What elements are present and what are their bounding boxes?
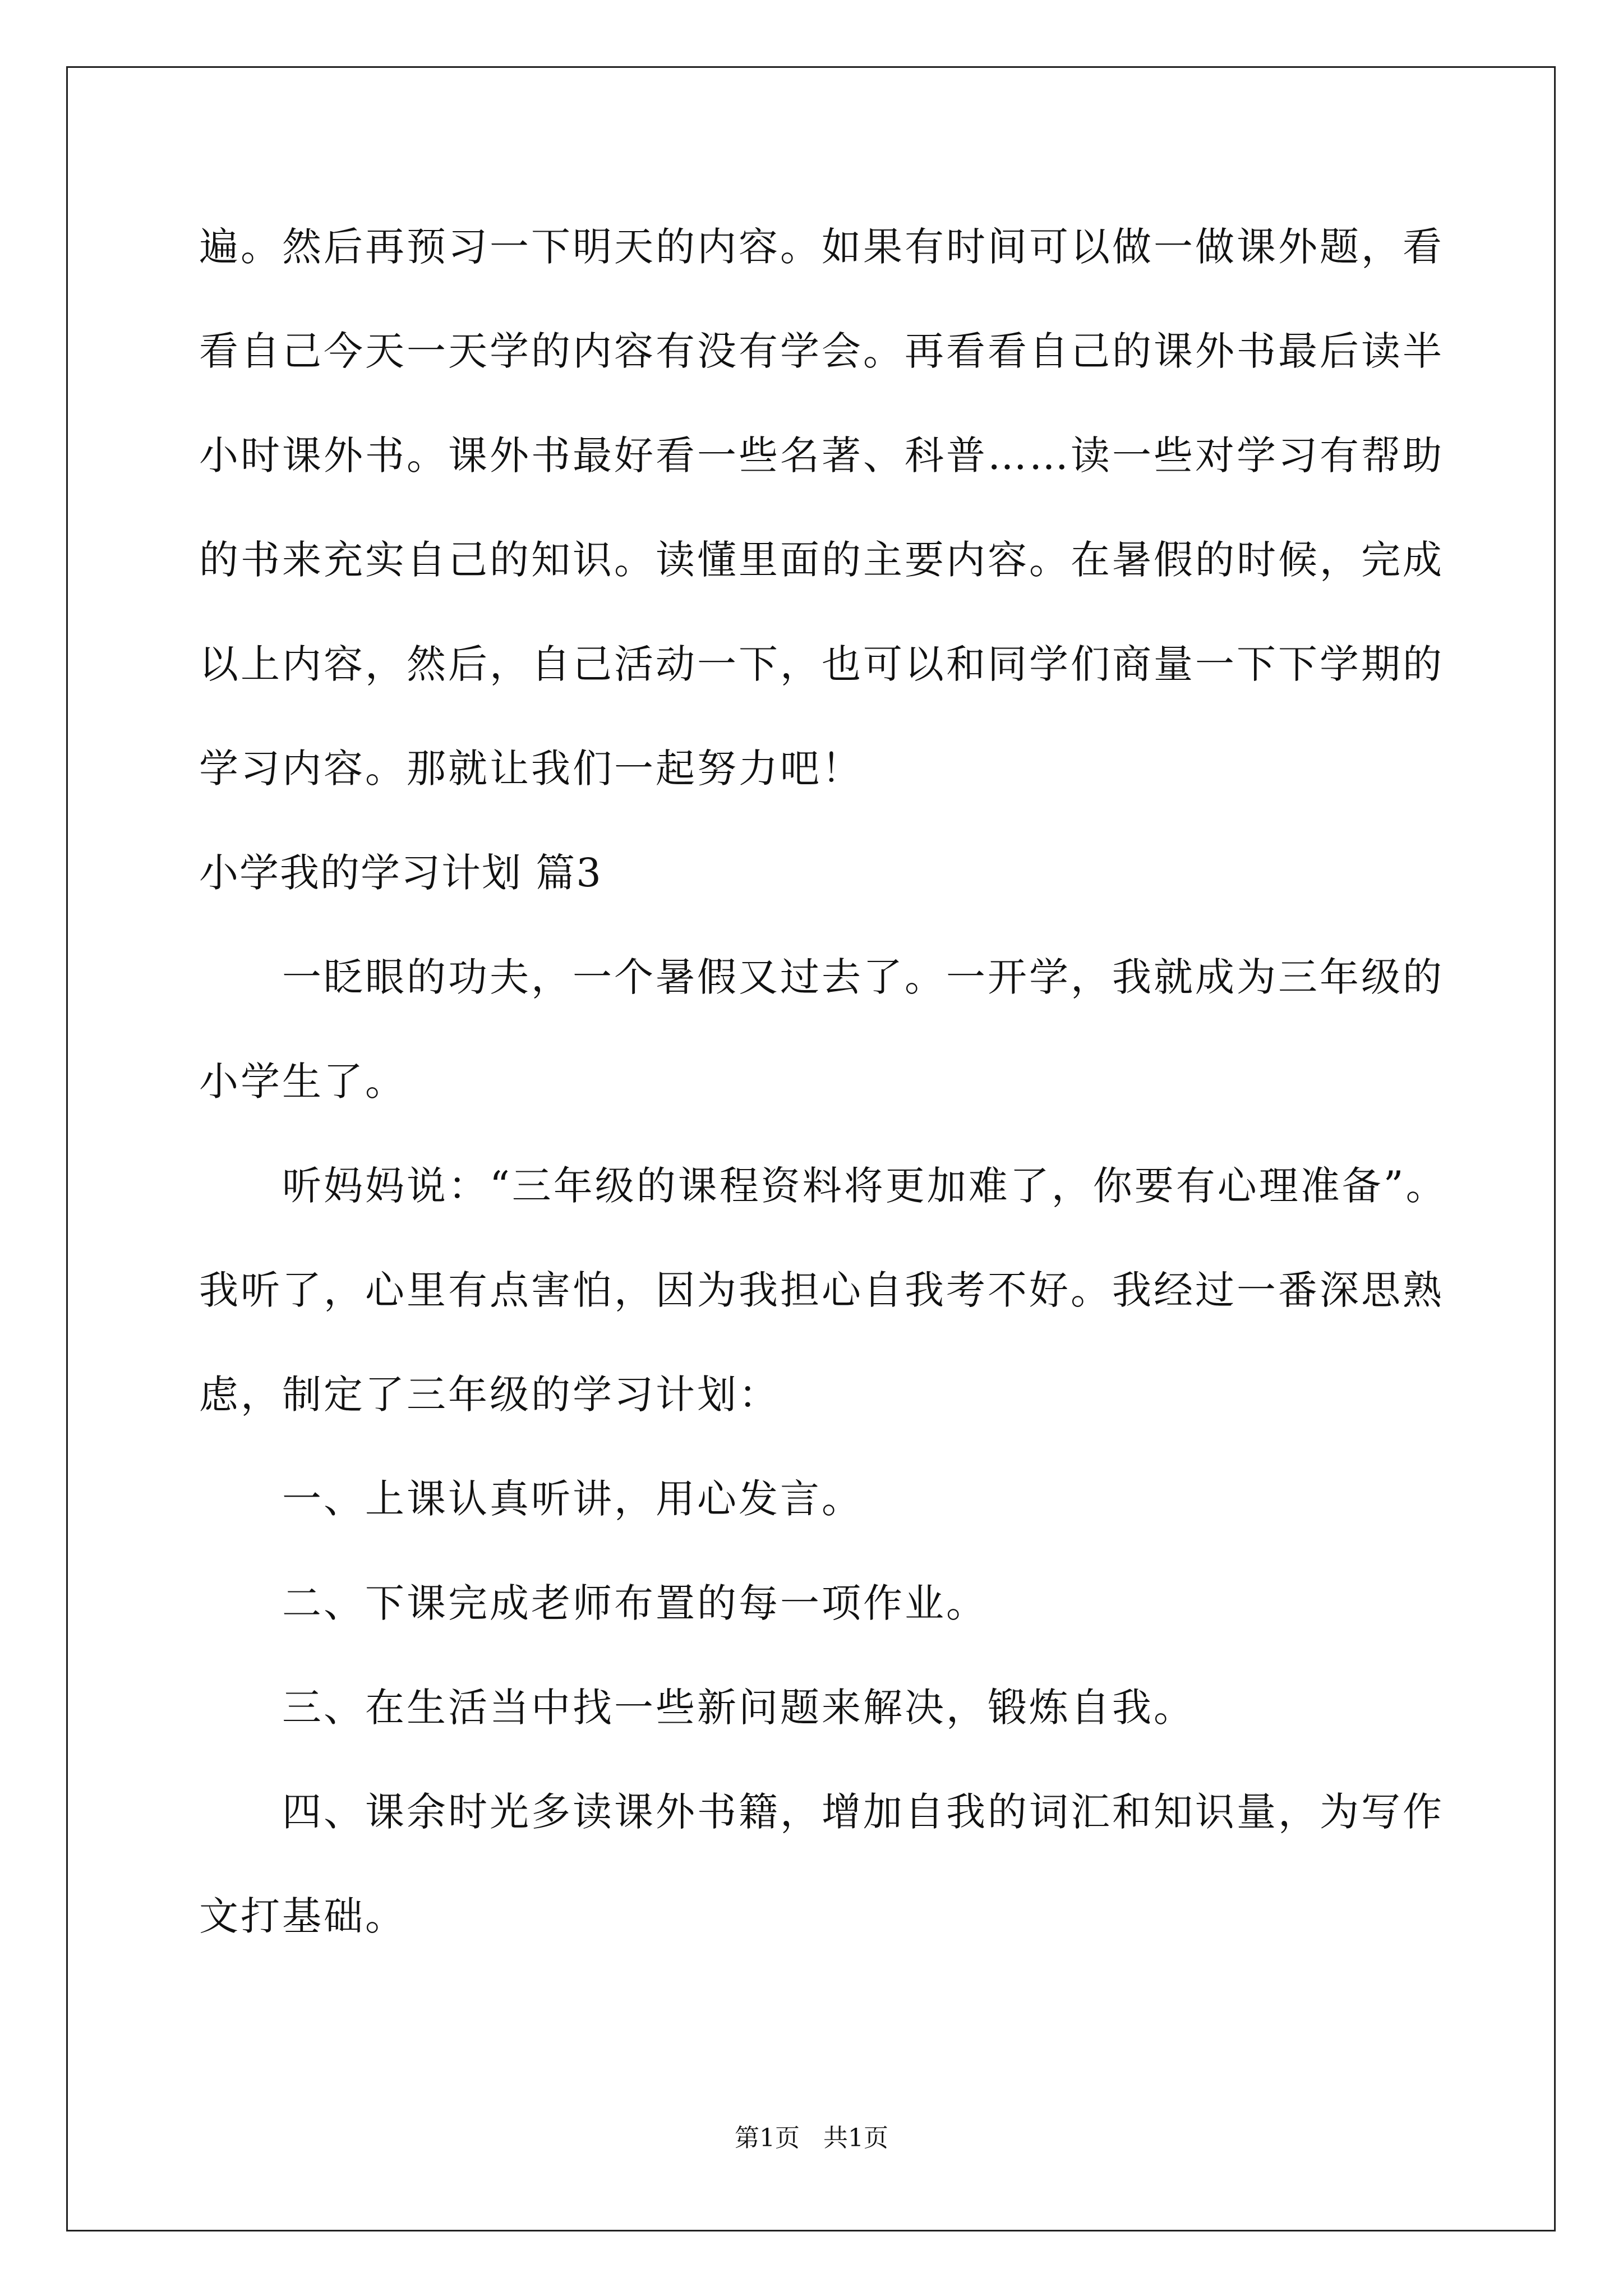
text-line: 虑，制定了三年级的学习计划： bbox=[199, 1372, 780, 1418]
text-line: 学习内容。那就让我们一起努力吧！ bbox=[199, 746, 863, 792]
text-line: 小学生了。 bbox=[199, 1059, 407, 1105]
list-item-1: 一、上课认真听讲，用心发言。 bbox=[282, 1476, 863, 1522]
text-line: 以上内容，然后，自己活动一下，也可以和同学们商量一下下学期的 bbox=[199, 641, 1444, 687]
page-footer: 第1页 共1页 bbox=[735, 2124, 888, 2152]
list-item-2: 二、下课完成老师布置的每一项作业。 bbox=[282, 1580, 988, 1626]
document-body bbox=[199, 213, 1447, 1987]
text-line: 遍。然后再预习一下明天的内容。如果有时间可以做一做课外题，看 bbox=[199, 224, 1444, 270]
list-item-4: 四、课余时光多读课外书籍，增加自我的词汇和知识量，为写作 bbox=[282, 1789, 1444, 1835]
paragraph-first-line: 听妈妈说：“三年级的课程资料将更加难了，你要有心理准备”。 bbox=[282, 1163, 1447, 1209]
text-line: 的书来充实自己的知识。读懂里面的主要内容。在暑假的时候，完成 bbox=[199, 537, 1444, 583]
paragraph-first-line: 一眨眼的功夫，一个暑假又过去了。一开学，我就成为三年级的 bbox=[282, 954, 1444, 1000]
text-line: 看自己今天一天学的内容有没有学会。再看看自己的课外书最后读半 bbox=[199, 328, 1444, 374]
text-line: 文打基础。 bbox=[199, 1893, 407, 1939]
list-item-3: 三、在生活当中找一些新问题来解决，锻炼自我。 bbox=[282, 1685, 1195, 1731]
text-line: 我听了，心里有点害怕，因为我担心自我考不好。我经过一番深思熟 bbox=[199, 1267, 1444, 1313]
section-heading: 小学我的学习计划 篇3 bbox=[199, 850, 602, 896]
text-line: 小时课外书。课外书最好看一些名著、科普……读一些对学习有帮助 bbox=[199, 432, 1444, 478]
